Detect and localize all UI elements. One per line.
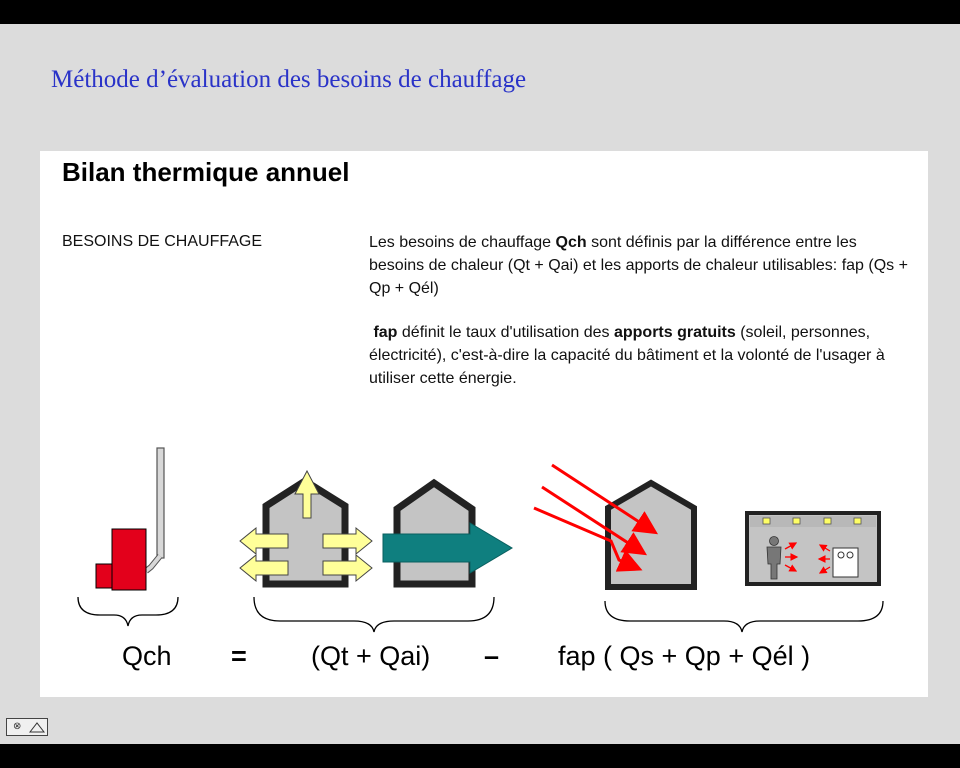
- formula-gains: fap ( Qs + Qp + Qél ): [558, 641, 811, 671]
- boiler-brace: [78, 597, 178, 626]
- para2-text-2: (soleil, personnes, électricité), c'est-à-dire la capacité du bâtiment et la volonté de l'usager à utiliser cette énergie.: [369, 324, 885, 387]
- heat-balance-illustration: [40, 151, 928, 697]
- formula-qch: Qch: [122, 641, 172, 671]
- content-panel: [40, 151, 928, 697]
- para2-bold-gains: apports gratuits: [613, 324, 736, 341]
- house-ventilation-icon: [383, 483, 512, 584]
- formula-minus: –: [484, 641, 500, 671]
- para1-bold-qch: Qch: [555, 234, 587, 251]
- para1-text-2: sont définis par la différence entre les besoins de chaleur (Qt + Qai) et les apports de chaleur utilisables: fap (Qs + Qp + Qél): [369, 234, 908, 297]
- section-label: BESOINS DE CHAUFFAGE: [62, 233, 263, 250]
- para2-bold-fap: fap: [373, 324, 398, 341]
- para2-text-1: définit le taux d'utilisation des: [397, 324, 614, 341]
- presentation-nav-button[interactable]: [6, 718, 48, 736]
- gains-brace: [605, 601, 883, 632]
- panel-heading: Bilan thermique annuel: [62, 157, 350, 187]
- para1-text-1: Les besoins de chauffage: [369, 234, 556, 251]
- boiler-icon: [96, 448, 164, 590]
- losses-brace: [254, 597, 494, 632]
- room-internal-gains-icon: [747, 513, 879, 584]
- slide-title: Méthode d’évaluation des besoins de chauffage: [51, 66, 527, 93]
- nav-arrow-icon: [29, 721, 45, 733]
- formula-equals: =: [231, 641, 247, 671]
- house-solar-gain-icon: [534, 465, 694, 587]
- slide: [0, 24, 960, 744]
- nav-glyph-icon: ⊗: [13, 721, 22, 732]
- formula-losses: (Qt + Qai): [311, 641, 431, 671]
- house-heat-loss-icon: [240, 471, 372, 584]
